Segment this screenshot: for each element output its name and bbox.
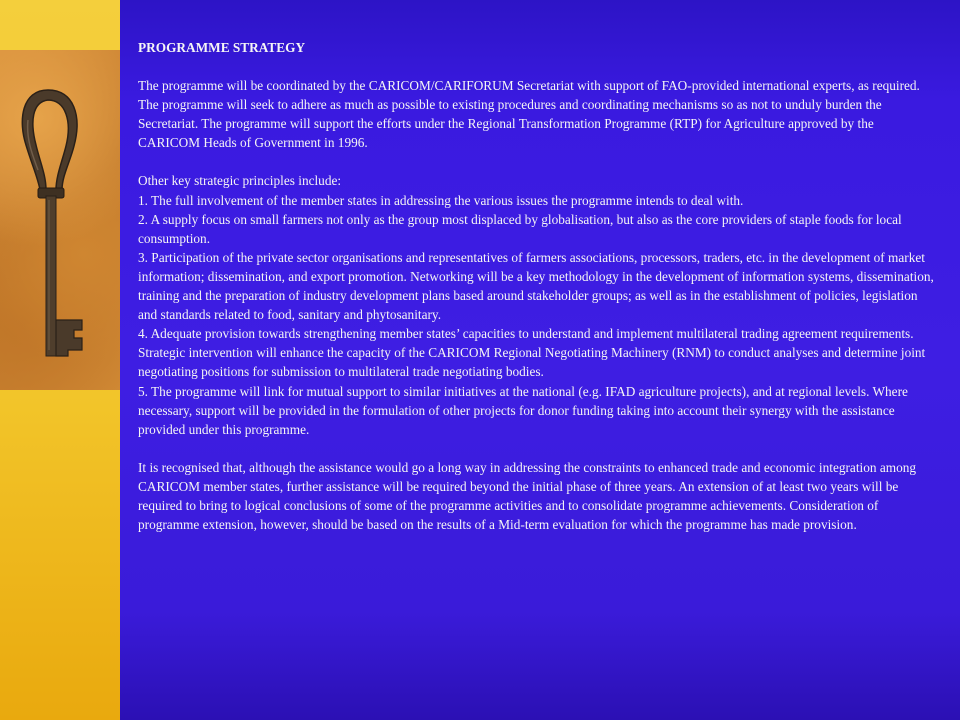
page-title: PROGRAMME STRATEGY <box>138 40 306 55</box>
principle-item: 2. A supply focus on small farmers not only as the group most displaced by globalisation, but also as the core providers of staple foods for local consumption. <box>138 211 902 246</box>
slide-content <box>120 0 960 720</box>
principle-item: 5. The programme will link for mutual support to similar initiatives at the national (e.g. IFAD agriculture projects), and at regional levels. Where necessary, support will be provided in the formulation of other projects for donor funding taking into account their synergy with the assistance provided under this programme. <box>138 383 908 437</box>
text-body <box>138 38 938 534</box>
principle-item: 3. Participation of the private sector organisations and representatives of farmers associations, processors, traders, etc. in the development of market information; dissemination, and export promotion. Networking will be a key methodology in the development of information systems, dissemination, training and the preparation of industry development plans based around stakeholder groups; as well as in the establishment of policies, legislation and standards related to food, sanitary and phytosanitary. <box>138 249 934 323</box>
principle-item: 4. Adequate provision towards strengthening member states’ capacities to understand and implement multilateral trading agreement requirements. Strategic intervention will enhance the capacity of the CARICOM Regional Negotiating Machinery (RNM) to conduct analyses and determine joint negotiating positions for submission to multilateral trade negotiating bodies. <box>138 326 926 380</box>
key-icon <box>0 50 120 390</box>
conclusion-paragraph: It is recognised that, although the assistance would go a long way in addressing the constraints to enhanced trade and economic integration among CARICOM member states, further assistance will be required beyond the initial phase of three years. An extension of at least two years will be required to bring to logical conclusions of some of the programme activities and to consolidate programme achievements. Consideration of programme extension, however, should be based on the results of a Mid-term evaluation for which the programme has made provision. <box>138 459 917 533</box>
principles-heading: Other key strategic principles include: <box>138 173 342 189</box>
spacer <box>138 152 938 171</box>
principle-item: 1. The full involvement of the member states in addressing the various issues the programme intends to deal with. <box>138 192 744 208</box>
key-photo <box>0 50 120 390</box>
intro-paragraph: The programme will be coordinated by the CARICOM/CARIFORUM Secretariat with support of FAO-provided international experts, as required. The programme will seek to adhere as much as possible to existing procedures and coordinating mechanisms so as not to unduly burden the Secretariat. The programme will support the efforts under the Regional Transformation Programme (RTP) for Agriculture approved by the CARICOM Heads of Government in 1996. <box>138 78 920 151</box>
sidebar <box>0 0 120 720</box>
spacer <box>138 439 938 458</box>
